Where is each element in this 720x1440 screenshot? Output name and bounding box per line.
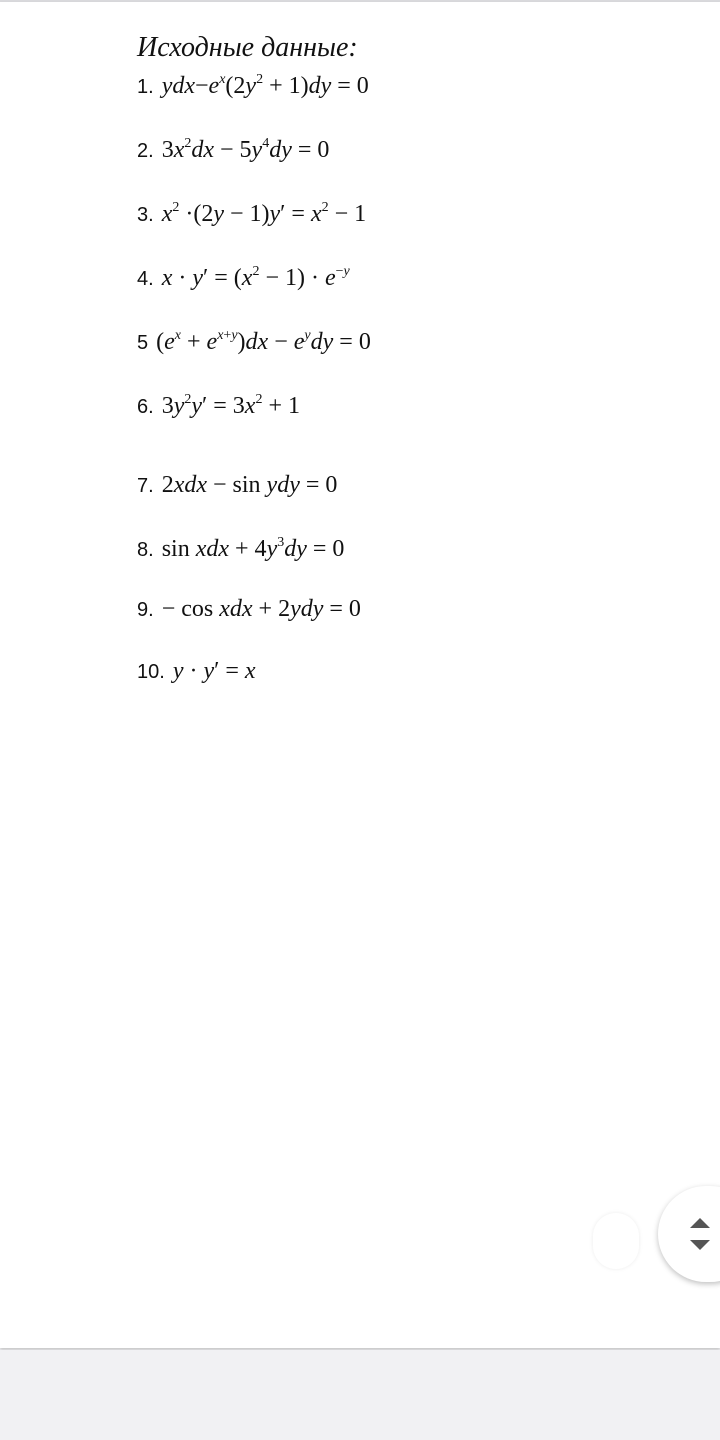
equation-formula: $3x^2dx - 5y^4dy = 0$ <box>161 136 330 163</box>
equation-formula: $ydx-e^x(2y^2 + 1)dy = 0$ <box>161 72 369 99</box>
equation-item-10 <box>137 654 256 688</box>
equation-formula: $(e^x + e^{x+y})dx - e^ydy = 0$ <box>156 328 371 355</box>
equation-item-8 <box>137 532 344 566</box>
equation-item-7 <box>137 468 337 502</box>
equation-number: 6. <box>137 396 154 418</box>
equation-number: 9. <box>137 599 154 621</box>
equation-formula: $x^2 \cdot(2y - 1)y' = x^2 - 1$ <box>161 200 367 227</box>
viewer-background <box>0 1350 720 1440</box>
equation-formula: y · y′ = x <box>172 658 256 684</box>
equation-number: 2. <box>137 140 154 162</box>
equation-number: 4. <box>137 268 154 290</box>
up-down-arrows-icon <box>688 1216 712 1252</box>
equation-item-1 <box>137 69 369 103</box>
equation-number: 3. <box>137 204 154 226</box>
equation-number: 10. <box>137 661 165 683</box>
equation-item-2 <box>137 133 329 167</box>
floating-blank-button[interactable] <box>593 1213 639 1269</box>
page-title: Исходные данные: <box>137 32 358 63</box>
equation-formula: 2xdx − sin ydy = 0 <box>161 472 338 498</box>
document-page[interactable] <box>0 2 720 1348</box>
equation-number: 1. <box>137 76 154 98</box>
equation-formula: sin xdx + $4y^3dy = 0$ <box>161 535 345 562</box>
equation-number: 5 <box>137 332 149 354</box>
equation-item-3 <box>137 197 366 231</box>
equation-formula: $3y^2y' = 3x^2 + 1$ <box>161 392 300 419</box>
equation-item-9 <box>137 592 361 626</box>
equation-formula: − cos xdx + 2ydy = 0 <box>161 596 361 622</box>
equation-item-5 <box>137 325 371 359</box>
equation-number: 7. <box>137 475 154 497</box>
equation-number: 8. <box>137 539 154 561</box>
equation-formula: $x \cdot y' = (x^2 - 1) \cdot e^{-y}$ <box>161 264 350 291</box>
equation-item-6 <box>137 389 300 423</box>
equation-item-4 <box>137 261 350 295</box>
